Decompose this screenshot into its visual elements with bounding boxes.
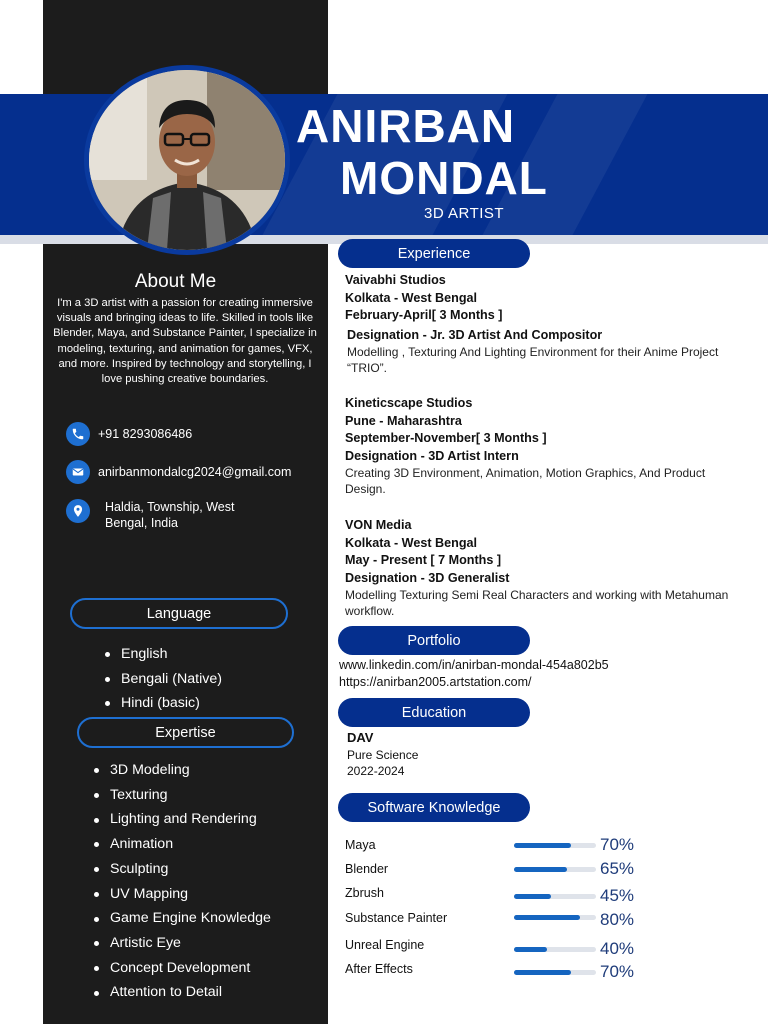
- language-list: [105, 642, 222, 716]
- skill-percent: 65%: [600, 859, 635, 878]
- skill-bar-track: [514, 970, 596, 975]
- expertise-item: Texturing: [94, 783, 271, 808]
- skill-bar-track: [514, 915, 596, 920]
- job-period: May - Present [ 7 Months ]: [345, 553, 502, 567]
- skill-name: Substance Painter: [345, 911, 448, 925]
- full-name: [296, 100, 548, 204]
- job-location: Pune - Maharashtra: [345, 413, 462, 428]
- skill-row: [345, 886, 645, 906]
- school-name: DAV: [347, 730, 374, 745]
- skill-row: [345, 859, 645, 879]
- language-item: Hindi (basic): [105, 691, 222, 716]
- portfolio-links: [339, 657, 609, 690]
- experience-heading: Experience: [338, 239, 530, 268]
- skill-row: [345, 962, 645, 982]
- phone-number[interactable]: +91 8293086486: [98, 427, 193, 441]
- expertise-item: Attention to Detail: [94, 980, 271, 1005]
- company-name: Kineticscape Studios: [345, 396, 473, 410]
- skill-bar-fill: [514, 843, 571, 848]
- profile-photo-image: [89, 70, 285, 250]
- experience-entry: [345, 272, 735, 376]
- contact-phone: [66, 422, 192, 446]
- job-period: February-April[ 3 Months ]: [345, 308, 503, 322]
- skill-percent: 45%: [600, 886, 635, 905]
- education-years: 2022-2024: [347, 764, 405, 778]
- skill-percent: 70%: [600, 835, 635, 854]
- first-name: ANIRBAN: [296, 100, 516, 152]
- contact-address: [66, 499, 265, 531]
- skill-bar-fill: [514, 867, 567, 872]
- skill-bar-track: [514, 867, 596, 872]
- expertise-item: Game Engine Knowledge: [94, 906, 271, 931]
- artstation-link[interactable]: https://anirban2005.artstation.com/: [339, 674, 532, 689]
- linkedin-link[interactable]: www.linkedin.com/in/anirban-mondal-454a802b5: [339, 658, 609, 672]
- expertise-item: Lighting and Rendering: [94, 807, 271, 832]
- skill-name: Unreal Engine: [345, 938, 425, 952]
- job-designation: Designation - 3D Generalist: [345, 570, 510, 585]
- portfolio-heading: Portfolio: [338, 626, 530, 655]
- person-illustration: [89, 70, 285, 250]
- skill-row: [345, 939, 645, 959]
- skill-name: Zbrush: [345, 886, 384, 900]
- expertise-item: UV Mapping: [94, 882, 271, 907]
- expertise-item: 3D Modeling: [94, 758, 271, 783]
- about-text: I'm a 3D artist with a passion for creating immersive visuals and bringing ideas to life. Skilled in tools like Blender, Maya, and Substance Painter, I specialize in modeling, texturing, and animation for games, VFX, and more. Inspired by technology and storytelling, I love pushing creative boundaries.: [53, 297, 317, 386]
- skill-percent: 70%: [600, 962, 635, 981]
- job-location: Kolkata - West Bengal: [345, 290, 478, 305]
- company-name: VON Media: [345, 518, 412, 532]
- expertise-item: Animation: [94, 832, 271, 857]
- about-heading: About Me: [134, 271, 217, 292]
- expertise-list: [94, 758, 271, 1005]
- education-heading: Education: [338, 698, 530, 727]
- job-designation: Designation - Jr. 3D Artist And Compositor: [347, 327, 603, 342]
- software-heading: Software Knowledge: [338, 793, 530, 822]
- expertise-item: Sculpting: [94, 857, 271, 882]
- job-designation: Designation - 3D Artist Intern: [345, 448, 519, 463]
- expertise-heading: Expertise: [77, 717, 294, 748]
- email-address[interactable]: anirbanmondalcg2024@gmail.com: [98, 465, 292, 479]
- job-description: Creating 3D Environment, Animation, Motion Graphics, And Product Design.: [345, 466, 706, 496]
- expertise-item: Concept Development: [94, 956, 271, 981]
- skill-bar-track: [514, 894, 596, 899]
- last-name: MONDAL: [340, 152, 548, 204]
- education-entry: [347, 730, 418, 780]
- skill-name: Blender: [345, 862, 389, 876]
- skill-row: [345, 835, 645, 855]
- skill-bar-fill: [514, 915, 580, 920]
- language-item: Bengali (Native): [105, 667, 222, 692]
- company-name: Vaivabhi Studios: [345, 273, 446, 287]
- skill-bar-track: [514, 947, 596, 952]
- skill-name: After Effects: [345, 962, 413, 976]
- job-description: Modelling , Texturing And Lighting Environment for their Anime Project “TRIO”.: [347, 345, 719, 375]
- experience-entry: [345, 395, 735, 497]
- experience-entry: [345, 517, 735, 619]
- phone-icon: [66, 422, 90, 446]
- skill-percent: 40%: [600, 939, 635, 958]
- profile-photo: [84, 65, 290, 255]
- job-description: Modelling Texturing Semi Real Characters and working with Metahuman workflow.: [345, 588, 729, 618]
- location-pin-icon: [66, 499, 90, 523]
- email-icon: [66, 460, 90, 484]
- contact-email: [66, 460, 291, 484]
- language-heading: Language: [70, 598, 288, 629]
- skill-bar-fill: [514, 947, 547, 952]
- language-item: English: [105, 642, 222, 667]
- skill-percent: 80%: [600, 910, 635, 929]
- skill-name: Maya: [345, 838, 376, 852]
- education-stream: Pure Science: [347, 747, 419, 762]
- skill-bar-track: [514, 843, 596, 848]
- job-title: 3D ARTIST: [424, 205, 505, 222]
- skill-bar-fill: [514, 894, 551, 899]
- skill-row: [345, 910, 645, 930]
- job-period: September-November[ 3 Months ]: [345, 431, 547, 445]
- skill-bar-fill: [514, 970, 571, 975]
- address: Haldia, Township, West Bengal, India: [105, 500, 235, 530]
- expertise-item: Artistic Eye: [94, 931, 271, 956]
- job-location: Kolkata - West Bengal: [345, 535, 478, 550]
